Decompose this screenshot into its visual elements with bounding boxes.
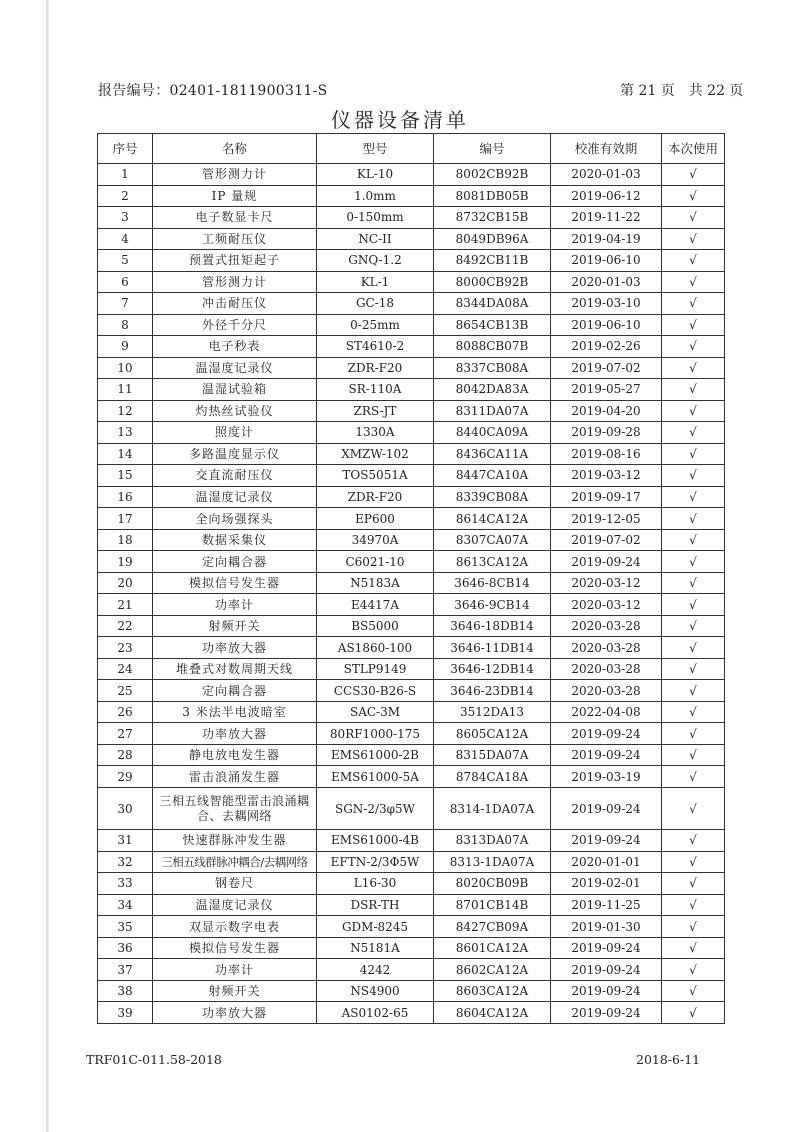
row-number: 8732CB15B xyxy=(434,207,551,229)
row-calibration: 2019-11-22 xyxy=(551,207,662,229)
row-name: 外径千分尺 xyxy=(153,314,317,336)
row-model: 0-150mm xyxy=(317,207,434,229)
row-name: 全向场强探头 xyxy=(153,508,317,530)
row-seq: 2 xyxy=(98,185,153,207)
row-used: √ xyxy=(662,443,725,465)
row-name: 射频开关 xyxy=(153,615,317,637)
row-name: 功率计 xyxy=(153,959,317,981)
row-model: 80RF1000-175 xyxy=(317,723,434,745)
row-used: √ xyxy=(662,486,725,508)
equipment-table xyxy=(97,133,725,1024)
row-calibration: 2020-03-28 xyxy=(551,680,662,702)
row-seq: 11 xyxy=(98,379,153,401)
row-calibration: 2020-01-03 xyxy=(551,164,662,186)
table-row xyxy=(98,787,725,829)
row-seq: 17 xyxy=(98,508,153,530)
row-number: 8313DA07A xyxy=(434,830,551,852)
row-calibration: 2019-09-24 xyxy=(551,787,662,829)
header-calibration: 校准有效期 xyxy=(551,134,662,164)
row-used: √ xyxy=(662,916,725,938)
table-row xyxy=(98,271,725,293)
row-name: 模拟信号发生器 xyxy=(153,572,317,594)
row-calibration: 2020-03-12 xyxy=(551,572,662,594)
row-model: KL-1 xyxy=(317,271,434,293)
row-seq: 28 xyxy=(98,744,153,766)
row-number: 8604CA12A xyxy=(434,1002,551,1024)
row-seq: 18 xyxy=(98,529,153,551)
row-number: 8784CA18A xyxy=(434,766,551,788)
row-seq: 34 xyxy=(98,894,153,916)
row-calibration: 2019-02-26 xyxy=(551,336,662,358)
row-seq: 10 xyxy=(98,357,153,379)
row-seq: 33 xyxy=(98,873,153,895)
row-used: √ xyxy=(662,207,725,229)
row-number: 8492CB11B xyxy=(434,250,551,272)
row-used: √ xyxy=(662,615,725,637)
row-seq: 1 xyxy=(98,164,153,186)
row-used: √ xyxy=(662,1002,725,1024)
row-calibration: 2019-04-19 xyxy=(551,228,662,250)
row-calibration: 2019-06-10 xyxy=(551,250,662,272)
row-number: 8601CA12A xyxy=(434,937,551,959)
row-calibration: 2020-01-03 xyxy=(551,271,662,293)
table-row xyxy=(98,379,725,401)
row-used: √ xyxy=(662,293,725,315)
row-model: NC-II xyxy=(317,228,434,250)
row-seq: 19 xyxy=(98,551,153,573)
report-number: 报告编号：02401-1811900311-S xyxy=(98,83,328,99)
table-row xyxy=(98,293,725,315)
row-seq: 21 xyxy=(98,594,153,616)
row-number: 8088CB07B xyxy=(434,336,551,358)
row-used: √ xyxy=(662,508,725,530)
row-used: √ xyxy=(662,701,725,723)
row-seq: 12 xyxy=(98,400,153,422)
row-calibration: 2019-06-12 xyxy=(551,185,662,207)
row-number: 8605CA12A xyxy=(434,723,551,745)
row-seq: 16 xyxy=(98,486,153,508)
row-model: EMS61000-4B xyxy=(317,830,434,852)
row-model: GDM-8245 xyxy=(317,916,434,938)
table-row xyxy=(98,980,725,1002)
row-seq: 31 xyxy=(98,830,153,852)
row-number: 3646-23DB14 xyxy=(434,680,551,702)
table-row xyxy=(98,680,725,702)
row-calibration: 2019-06-10 xyxy=(551,314,662,336)
row-used: √ xyxy=(662,185,725,207)
header-number: 编号 xyxy=(434,134,551,164)
row-used: √ xyxy=(662,400,725,422)
row-calibration: 2019-07-02 xyxy=(551,357,662,379)
row-model: CCS30-B26-S xyxy=(317,680,434,702)
row-name: 功率放大器 xyxy=(153,1002,317,1024)
row-name: 3 米法半电波暗室 xyxy=(153,701,317,723)
row-used: √ xyxy=(662,314,725,336)
header-seq: 序号 xyxy=(98,134,153,164)
row-number: 8314-1DA07A xyxy=(434,787,551,829)
row-model: ST4610-2 xyxy=(317,336,434,358)
row-name: 冲击耐压仪 xyxy=(153,293,317,315)
row-name: 照度计 xyxy=(153,422,317,444)
row-number: 8436CA11A xyxy=(434,443,551,465)
row-model: ZDR-F20 xyxy=(317,486,434,508)
row-name: IP 量规 xyxy=(153,185,317,207)
table-row xyxy=(98,228,725,250)
row-model: SR-110A xyxy=(317,379,434,401)
row-calibration: 2019-07-02 xyxy=(551,529,662,551)
row-calibration: 2019-09-17 xyxy=(551,486,662,508)
row-number: 8000CB92B xyxy=(434,271,551,293)
row-name: 功率放大器 xyxy=(153,637,317,659)
table-row xyxy=(98,164,725,186)
row-model: NS4900 xyxy=(317,980,434,1002)
row-name: 三相五线智能型雷击浪涌耦合、去耦网络 xyxy=(153,787,317,829)
table-row xyxy=(98,551,725,573)
table-row xyxy=(98,658,725,680)
row-calibration: 2019-03-19 xyxy=(551,766,662,788)
row-seq: 29 xyxy=(98,766,153,788)
row-used: √ xyxy=(662,723,725,745)
row-model: ZRS-JT xyxy=(317,400,434,422)
row-model: 0-25mm xyxy=(317,314,434,336)
row-model: 1.0mm xyxy=(317,185,434,207)
row-number: 8339CB08A xyxy=(434,486,551,508)
row-number: 8701CB14B xyxy=(434,894,551,916)
row-model: ZDR-F20 xyxy=(317,357,434,379)
table-row xyxy=(98,1002,725,1024)
row-seq: 23 xyxy=(98,637,153,659)
table-row xyxy=(98,851,725,873)
table-row xyxy=(98,572,725,594)
row-seq: 9 xyxy=(98,336,153,358)
row-used: √ xyxy=(662,658,725,680)
row-calibration: 2020-03-12 xyxy=(551,594,662,616)
row-seq: 20 xyxy=(98,572,153,594)
row-number: 8654CB13B xyxy=(434,314,551,336)
row-used: √ xyxy=(662,594,725,616)
table-row xyxy=(98,185,725,207)
row-number: 8344DA08A xyxy=(434,293,551,315)
row-used: √ xyxy=(662,744,725,766)
row-used: √ xyxy=(662,529,725,551)
row-number: 8440CA09A xyxy=(434,422,551,444)
row-calibration: 2020-03-28 xyxy=(551,658,662,680)
row-model: AS0102-65 xyxy=(317,1002,434,1024)
row-model: GNQ-1.2 xyxy=(317,250,434,272)
row-number: 8311DA07A xyxy=(434,400,551,422)
row-number: 8081DB05B xyxy=(434,185,551,207)
row-model: E4417A xyxy=(317,594,434,616)
row-name: 预置式扭矩起子 xyxy=(153,250,317,272)
page-number: 第 21 页 共 22 页 xyxy=(620,83,744,99)
row-name: 射频开关 xyxy=(153,980,317,1002)
row-calibration: 2019-08-16 xyxy=(551,443,662,465)
row-seq: 25 xyxy=(98,680,153,702)
table-body xyxy=(98,164,725,1024)
row-calibration: 2019-11-25 xyxy=(551,894,662,916)
table-row xyxy=(98,508,725,530)
row-calibration: 2019-02-01 xyxy=(551,873,662,895)
row-used: √ xyxy=(662,894,725,916)
row-name: 电子秒表 xyxy=(153,336,317,358)
table-row xyxy=(98,937,725,959)
row-model: L16-30 xyxy=(317,873,434,895)
row-model: STLP9149 xyxy=(317,658,434,680)
row-number: 3646-18DB14 xyxy=(434,615,551,637)
row-seq: 37 xyxy=(98,959,153,981)
row-number: 8313-1DA07A xyxy=(434,851,551,873)
row-used: √ xyxy=(662,766,725,788)
row-number: 3646-8CB14 xyxy=(434,572,551,594)
row-calibration: 2019-09-24 xyxy=(551,1002,662,1024)
row-model: EMS61000-5A xyxy=(317,766,434,788)
row-used: √ xyxy=(662,271,725,293)
row-name: 雷击浪涌发生器 xyxy=(153,766,317,788)
row-number: 8307CA07A xyxy=(434,529,551,551)
table-row xyxy=(98,207,725,229)
table-row xyxy=(98,336,725,358)
row-name: 双显示数字电表 xyxy=(153,916,317,938)
row-name: 交直流耐压仪 xyxy=(153,465,317,487)
table-row xyxy=(98,615,725,637)
row-name: 管形测力计 xyxy=(153,164,317,186)
row-calibration: 2020-01-01 xyxy=(551,851,662,873)
row-model: EP600 xyxy=(317,508,434,530)
footer-date: 2018-6-11 xyxy=(636,1052,701,1067)
row-name: 温湿度记录仪 xyxy=(153,486,317,508)
row-calibration: 2020-03-28 xyxy=(551,637,662,659)
row-calibration: 2019-09-24 xyxy=(551,744,662,766)
header-used: 本次使用 xyxy=(662,134,725,164)
row-used: √ xyxy=(662,465,725,487)
row-name: 定向耦合器 xyxy=(153,551,317,573)
row-number: 8002CB92B xyxy=(434,164,551,186)
row-name: 功率放大器 xyxy=(153,723,317,745)
row-calibration: 2020-03-28 xyxy=(551,615,662,637)
row-used: √ xyxy=(662,228,725,250)
row-used: √ xyxy=(662,980,725,1002)
row-name: 静电放电发生器 xyxy=(153,744,317,766)
row-number: 8447CA10A xyxy=(434,465,551,487)
row-seq: 8 xyxy=(98,314,153,336)
row-model: 34970A xyxy=(317,529,434,551)
table-row xyxy=(98,443,725,465)
row-calibration: 2019-09-28 xyxy=(551,422,662,444)
row-seq: 5 xyxy=(98,250,153,272)
row-model: KL-10 xyxy=(317,164,434,186)
row-number: 8337CB08A xyxy=(434,357,551,379)
row-model: BS5000 xyxy=(317,615,434,637)
row-model: GC-18 xyxy=(317,293,434,315)
row-calibration: 2019-09-24 xyxy=(551,980,662,1002)
table-row xyxy=(98,529,725,551)
row-used: √ xyxy=(662,787,725,829)
row-model: AS1860-100 xyxy=(317,637,434,659)
row-calibration: 2019-09-24 xyxy=(551,830,662,852)
row-name: 快速群脉冲发生器 xyxy=(153,830,317,852)
row-used: √ xyxy=(662,250,725,272)
table-row xyxy=(98,314,725,336)
table-row xyxy=(98,594,725,616)
table-row xyxy=(98,744,725,766)
row-number: 8315DA07A xyxy=(434,744,551,766)
row-name: 灼热丝试验仪 xyxy=(153,400,317,422)
row-model: N5183A xyxy=(317,572,434,594)
row-used: √ xyxy=(662,164,725,186)
row-number: 3512DA13 xyxy=(434,701,551,723)
row-name: 电子数显卡尺 xyxy=(153,207,317,229)
row-used: √ xyxy=(662,379,725,401)
row-seq: 39 xyxy=(98,1002,153,1024)
row-model: N5181A xyxy=(317,937,434,959)
row-number: 8427CB09A xyxy=(434,916,551,938)
row-used: √ xyxy=(662,422,725,444)
table-row xyxy=(98,873,725,895)
row-seq: 30 xyxy=(98,787,153,829)
row-name: 功率计 xyxy=(153,594,317,616)
row-used: √ xyxy=(662,851,725,873)
row-model: EMS61000-2B xyxy=(317,744,434,766)
row-calibration: 2019-03-10 xyxy=(551,293,662,315)
row-seq: 14 xyxy=(98,443,153,465)
row-used: √ xyxy=(662,637,725,659)
row-model: C6021-10 xyxy=(317,551,434,573)
row-seq: 22 xyxy=(98,615,153,637)
row-name: 多路温度显示仪 xyxy=(153,443,317,465)
table-row xyxy=(98,916,725,938)
row-calibration: 2019-09-24 xyxy=(551,937,662,959)
row-calibration: 2019-03-12 xyxy=(551,465,662,487)
row-model: SAC-3M xyxy=(317,701,434,723)
row-name: 工频耐压仪 xyxy=(153,228,317,250)
row-used: √ xyxy=(662,551,725,573)
row-used: √ xyxy=(662,357,725,379)
row-model: 1330A xyxy=(317,422,434,444)
row-seq: 13 xyxy=(98,422,153,444)
row-used: √ xyxy=(662,873,725,895)
table-row xyxy=(98,465,725,487)
row-model: SGN-2/3φ5W xyxy=(317,787,434,829)
row-name: 堆叠式对数周期天线 xyxy=(153,658,317,680)
page-edge xyxy=(46,0,49,1132)
row-name: 温湿度记录仪 xyxy=(153,894,317,916)
table-header-row xyxy=(98,134,725,164)
table-row xyxy=(98,766,725,788)
row-seq: 6 xyxy=(98,271,153,293)
row-calibration: 2019-04-20 xyxy=(551,400,662,422)
row-number: 8042DA83A xyxy=(434,379,551,401)
row-calibration: 2022-04-08 xyxy=(551,701,662,723)
table-row xyxy=(98,894,725,916)
table-row xyxy=(98,723,725,745)
row-model: TOS5051A xyxy=(317,465,434,487)
row-seq: 27 xyxy=(98,723,153,745)
row-name: 温湿度记录仪 xyxy=(153,357,317,379)
row-seq: 24 xyxy=(98,658,153,680)
row-calibration: 2019-01-30 xyxy=(551,916,662,938)
row-used: √ xyxy=(662,959,725,981)
row-seq: 35 xyxy=(98,916,153,938)
row-name: 模拟信号发生器 xyxy=(153,937,317,959)
row-seq: 15 xyxy=(98,465,153,487)
row-name: 钢卷尺 xyxy=(153,873,317,895)
row-number: 3646-11DB14 xyxy=(434,637,551,659)
header-model: 型号 xyxy=(317,134,434,164)
row-number: 8603CA12A xyxy=(434,980,551,1002)
row-calibration: 2019-09-24 xyxy=(551,959,662,981)
row-number: 8602CA12A xyxy=(434,959,551,981)
row-calibration: 2019-05-27 xyxy=(551,379,662,401)
table-row xyxy=(98,250,725,272)
table-row xyxy=(98,422,725,444)
row-seq: 7 xyxy=(98,293,153,315)
row-used: √ xyxy=(662,680,725,702)
row-seq: 32 xyxy=(98,851,153,873)
row-model: 4242 xyxy=(317,959,434,981)
row-model: EFTN-2/3Φ5W xyxy=(317,851,434,873)
row-name: 定向耦合器 xyxy=(153,680,317,702)
table-row xyxy=(98,357,725,379)
row-seq: 26 xyxy=(98,701,153,723)
row-used: √ xyxy=(662,937,725,959)
row-number: 3646-12DB14 xyxy=(434,658,551,680)
table-row xyxy=(98,701,725,723)
table-row xyxy=(98,830,725,852)
row-seq: 36 xyxy=(98,937,153,959)
row-calibration: 2019-12-05 xyxy=(551,508,662,530)
table-row xyxy=(98,637,725,659)
document-title: 仪器设备清单 xyxy=(331,108,469,132)
table-row xyxy=(98,400,725,422)
row-calibration: 2019-09-24 xyxy=(551,723,662,745)
row-model: XMZW-102 xyxy=(317,443,434,465)
row-name: 三相五线群脉冲耦合/去耦网络 xyxy=(153,851,317,873)
row-used: √ xyxy=(662,572,725,594)
row-calibration: 2019-09-24 xyxy=(551,551,662,573)
row-name: 数据采集仪 xyxy=(153,529,317,551)
table-row xyxy=(98,486,725,508)
row-number: 8049DB96A xyxy=(434,228,551,250)
form-number: TRF01C-011.58-2018 xyxy=(86,1052,222,1067)
row-seq: 3 xyxy=(98,207,153,229)
row-used: √ xyxy=(662,830,725,852)
row-name: 温湿试验箱 xyxy=(153,379,317,401)
row-number: 3646-9CB14 xyxy=(434,594,551,616)
row-name: 管形测力计 xyxy=(153,271,317,293)
row-number: 8614CA12A xyxy=(434,508,551,530)
row-number: 8613CA12A xyxy=(434,551,551,573)
header-name: 名称 xyxy=(153,134,317,164)
table-row xyxy=(98,959,725,981)
row-used: √ xyxy=(662,336,725,358)
row-seq: 38 xyxy=(98,980,153,1002)
row-number: 8020CB09B xyxy=(434,873,551,895)
row-model: DSR-TH xyxy=(317,894,434,916)
row-seq: 4 xyxy=(98,228,153,250)
